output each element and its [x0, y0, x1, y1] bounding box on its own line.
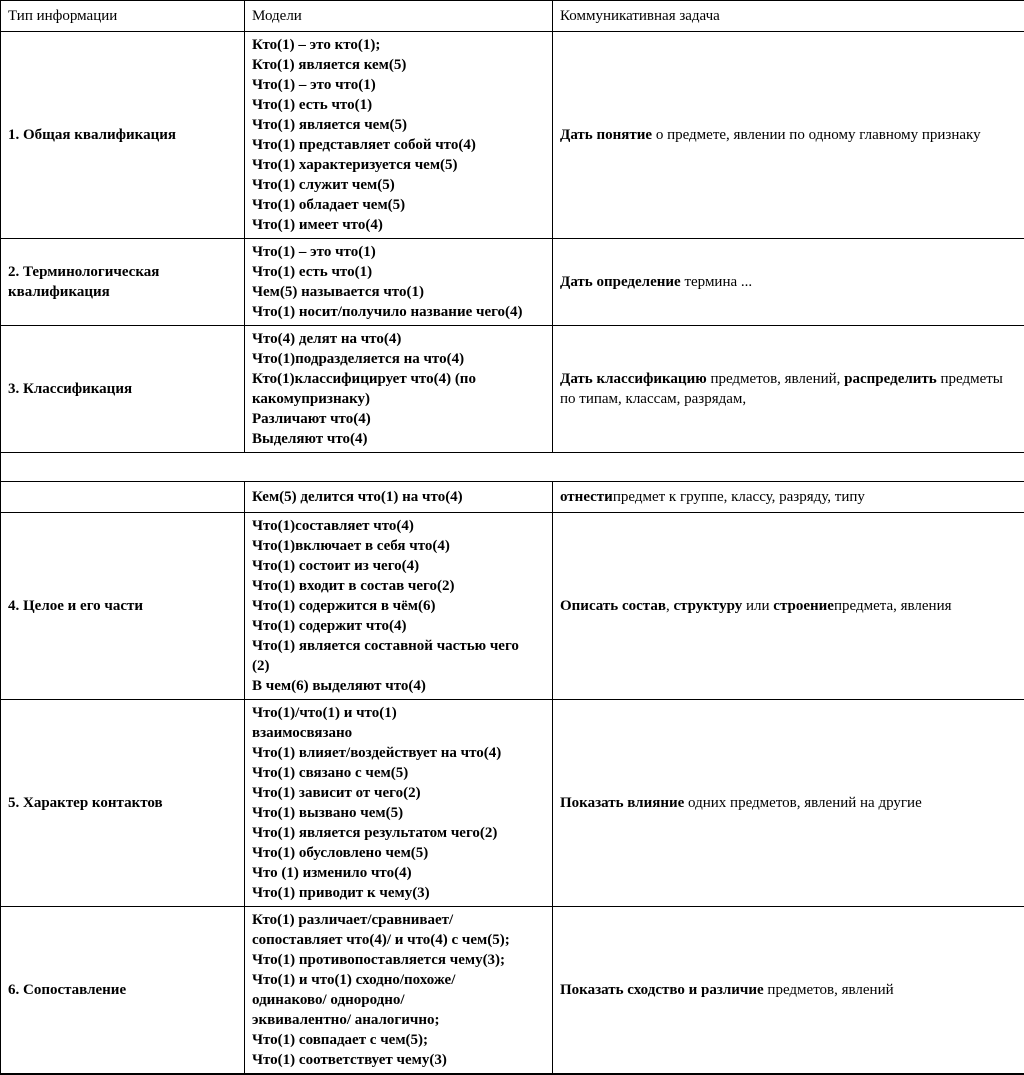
column-header-models: Модели: [245, 1, 553, 32]
cell-type: 5. Характер контактов: [1, 700, 245, 907]
cell-models: Кто(1) различает/сравнивает/ сопоставляет что(4)/ и что(4) с чем(5); Что(1) противопоставляется чему(3); Что(1) и что(1) сходно/похоже/ одинаково/ однородно/ эквивалентно/ аналогично; Что(1) совпадает с чем(5); Что(1) соответствует чему(3): [245, 907, 553, 1075]
cell-task: Дать классификацию предметов, явлений, распределить предметы по типам, классам, разрядам,: [553, 326, 1024, 453]
cell-type: 2. Терминологическая квалификация: [1, 239, 245, 326]
cell-task: Дать понятие о предмете, явлении по одному главному признаку: [553, 32, 1024, 239]
table-row: [1, 700, 1024, 907]
cell-models: Кто(1) – это кто(1); Кто(1) является кем(5) Что(1) – это что(1) Что(1) есть что(1) Что(1) является чем(5) Что(1) представляет собой что(4) Что(1) характеризуется чем(5) Что(1) служит чем(5) Что(1) обладает чем(5) Что(1) имеет что(4): [245, 32, 553, 239]
cell-task: Дать определение термина ...: [553, 239, 1024, 326]
cell-type: 4. Целое и его части: [1, 513, 245, 700]
column-header-type: Тип информации: [1, 1, 245, 32]
cell-models: Что(1)составляет что(4) Что(1)включает в себя что(4) Что(1) состоит из чего(4) Что(1) входит в состав чего(2) Что(1) содержится в чём(6) Что(1) содержит что(4) Что(1) является составной частью чего (2) В чем(6) выделяют что(4): [245, 513, 553, 700]
cell-type: 1. Общая квалификация: [1, 32, 245, 239]
table-row: [1, 239, 1024, 326]
cell-task: Описать состав, структуру или строениепредмета, явления: [553, 513, 1024, 700]
table-row: [1, 32, 1024, 239]
cell-type: [1, 482, 245, 513]
table-row: [1, 326, 1024, 453]
cell-models: Кем(5) делится что(1) на что(4): [245, 482, 553, 513]
header-row: [1, 1, 1024, 32]
cell-task: Показать сходство и различие предметов, явлений: [553, 907, 1024, 1075]
cell-models: Что(1) – это что(1) Что(1) есть что(1) Чем(5) называется что(1) Что(1) носит/получило название чего(4): [245, 239, 553, 326]
cell-task: Показать влияние одних предметов, явлений на другие: [553, 700, 1024, 907]
column-header-task: Коммуникативная задача: [553, 1, 1024, 32]
cell-task: отнестипредмет к группе, классу, разряду, типу: [553, 482, 1024, 513]
cell-type: 6. Сопоставление: [1, 907, 245, 1075]
table-row: [1, 513, 1024, 700]
cell-models: Что(4) делят на что(4) Что(1)подразделяется на что(4) Кто(1)классифицирует что(4) (по какомупризнаку) Различают что(4) Выделяют что(4): [245, 326, 553, 453]
table-row: [1, 907, 1024, 1075]
empty-spacer-row: [1, 453, 1024, 482]
table-row: [1, 482, 1024, 513]
cell-models: Что(1)/что(1) и что(1) взаимосвязано Что(1) влияет/воздействует на что(4) Что(1) связано с чем(5) Что(1) зависит от чего(2) Что(1) вызвано чем(5) Что(1) является результатом чего(2) Что(1) обусловлено чем(5) Что (1) изменило что(4) Что(1) приводит к чему(3): [245, 700, 553, 907]
cell-type: 3. Классификация: [1, 326, 245, 453]
empty-cell: [1, 453, 1024, 482]
